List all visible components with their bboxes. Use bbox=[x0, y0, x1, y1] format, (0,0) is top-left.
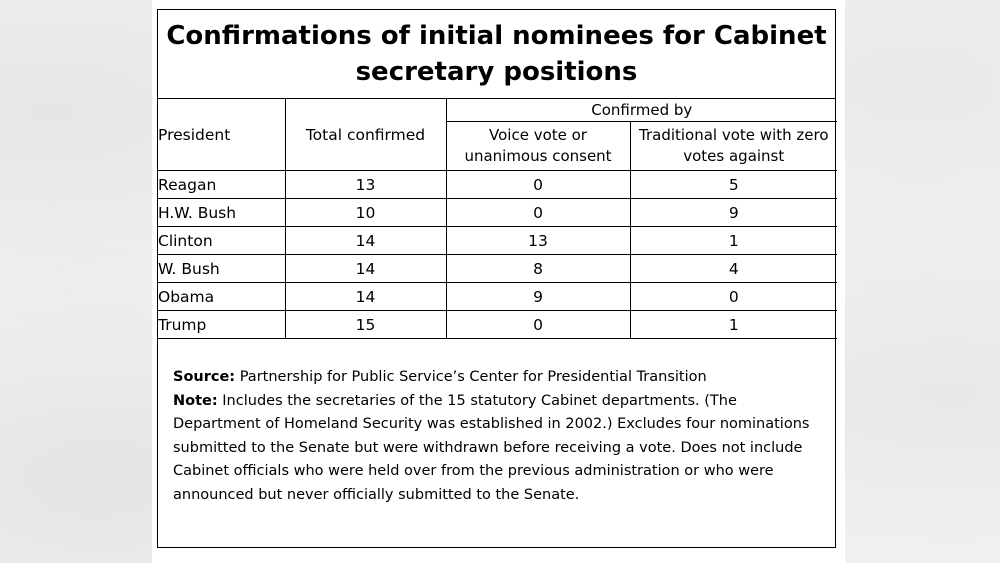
cell-traditional: 9 bbox=[630, 199, 837, 227]
source-line bbox=[173, 366, 823, 390]
table-title: Confirmations of initial nominees for Cabinet secretary positions bbox=[158, 10, 835, 99]
cell-total: 15 bbox=[285, 311, 446, 339]
cell-total: 10 bbox=[285, 199, 446, 227]
cell-traditional: 1 bbox=[630, 227, 837, 255]
table-row bbox=[158, 171, 837, 199]
header-president: President bbox=[158, 99, 285, 171]
cell-total: 14 bbox=[285, 227, 446, 255]
table-row bbox=[158, 311, 837, 339]
confirmations-table bbox=[158, 99, 837, 339]
cell-traditional: 4 bbox=[630, 255, 837, 283]
table-row bbox=[158, 227, 837, 255]
source-text: Partnership for Public Service’s Center for Presidential Transition bbox=[235, 369, 707, 385]
table-frame bbox=[157, 9, 836, 548]
cell-traditional: 0 bbox=[630, 283, 837, 311]
table-notes bbox=[173, 366, 823, 507]
note-label: Note: bbox=[173, 392, 218, 409]
cell-voice: 9 bbox=[446, 283, 630, 311]
note-text: Includes the secretaries of the 15 statutory Cabinet departments. (The Department of Homeland Security was established in 2002.) Excludes four nominations submitted to the Senate but were withdrawn before receiving a vote. Does not include Cabinet officials who were held over from the previous administration or who were announced but never officially submitted to the Senate. bbox=[173, 392, 810, 503]
cell-traditional: 5 bbox=[630, 171, 837, 199]
source-label: Source: bbox=[173, 369, 236, 385]
cell-voice: 13 bbox=[446, 227, 630, 255]
cell-president: Reagan bbox=[158, 171, 285, 199]
cell-voice: 8 bbox=[446, 255, 630, 283]
table-card bbox=[152, 0, 845, 563]
table-row bbox=[158, 255, 837, 283]
cell-president: Trump bbox=[158, 311, 285, 339]
cell-president: H.W. Bush bbox=[158, 199, 285, 227]
header-voice-vote: Voice vote or unanimous consent bbox=[446, 122, 630, 171]
cell-voice: 0 bbox=[446, 171, 630, 199]
header-total-confirmed: Total confirmed bbox=[285, 99, 446, 171]
cell-president: W. Bush bbox=[158, 255, 285, 283]
table-row bbox=[158, 283, 837, 311]
header-traditional-vote: Traditional vote with zero votes against bbox=[630, 122, 837, 171]
note-line bbox=[173, 390, 823, 508]
cell-total: 14 bbox=[285, 255, 446, 283]
cell-traditional: 1 bbox=[630, 311, 837, 339]
cell-president: Clinton bbox=[158, 227, 285, 255]
cell-voice: 0 bbox=[446, 199, 630, 227]
cell-voice: 0 bbox=[446, 311, 630, 339]
header-confirmed-by: Confirmed by bbox=[446, 99, 837, 122]
table-row bbox=[158, 199, 837, 227]
cell-total: 13 bbox=[285, 171, 446, 199]
cell-total: 14 bbox=[285, 283, 446, 311]
cell-president: Obama bbox=[158, 283, 285, 311]
